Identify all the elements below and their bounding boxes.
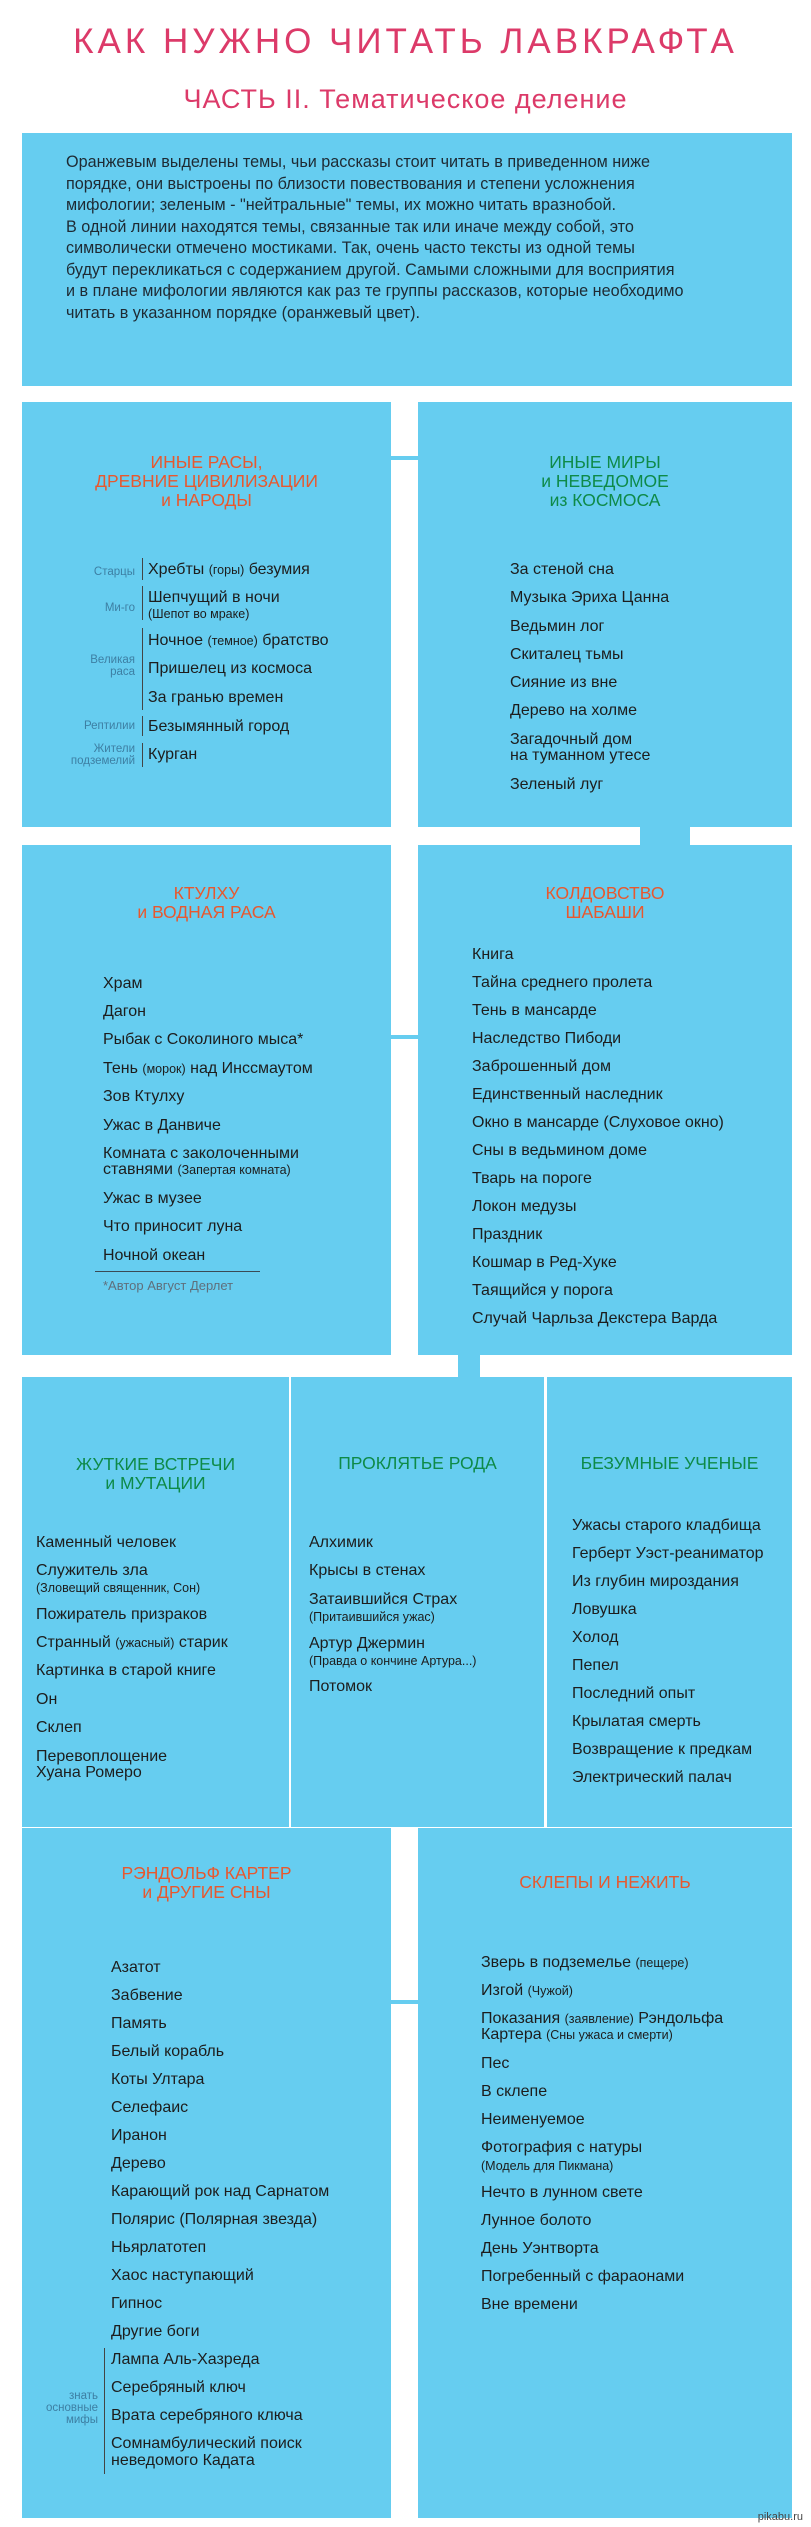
divider xyxy=(142,628,143,710)
list-item: Праздник xyxy=(472,1226,543,1243)
list-item xyxy=(36,1605,207,1624)
footnote: *Автор Август Дерлет xyxy=(103,1278,234,1293)
item-text: Перевоплощение xyxy=(36,1748,168,1765)
list-item: Тень в мансарде xyxy=(472,1002,597,1019)
item-text: Склеп xyxy=(36,1719,82,1736)
item-text: Хуана Ромеро xyxy=(36,1764,142,1781)
list-item: неведомого Кадата xyxy=(111,2452,255,2469)
item-text: ставнями xyxy=(103,1161,173,1178)
intro-line: мифологии; зеленым - "нейтральные" темы, их можно читать вразнобой. xyxy=(66,196,616,214)
divider xyxy=(142,743,143,767)
item-text: Ночной океан xyxy=(103,1247,206,1264)
list-item: Зеленый луг xyxy=(510,776,604,793)
divider xyxy=(142,586,143,620)
group-label: мифы xyxy=(65,2414,98,2426)
item-text: Что приносит луна xyxy=(103,1218,243,1235)
list-item: Книга xyxy=(472,946,514,963)
list-item xyxy=(309,1651,476,1671)
list-item: Белый корабль xyxy=(111,2043,225,2060)
item-text: Зверь в подземелье xyxy=(481,1954,632,1971)
watermark: pikabu.ru xyxy=(757,2511,803,2523)
title-line: из КОСМОСА xyxy=(549,490,661,510)
item-text: День Уэнтворта xyxy=(481,2240,599,2257)
item-text: Странный xyxy=(36,1634,111,1651)
list-item xyxy=(309,1533,373,1552)
list-item: Крылатая смерть xyxy=(572,1713,701,1730)
list-item xyxy=(103,1030,303,1049)
intro-text xyxy=(66,152,736,324)
page-title: КАК НУЖНО ЧИТАТЬ ЛАВКРАФТА xyxy=(73,22,738,61)
list-item: Тайна среднего пролета xyxy=(472,974,653,991)
title-line: и НАРОДЫ xyxy=(161,490,252,510)
list-item: Случай Чарльза Декстера Варда xyxy=(472,1310,718,1327)
item-text: Картинка в старой книге xyxy=(36,1662,216,1679)
list-item: Память xyxy=(111,2015,167,2032)
list-item: Таящийся у порога xyxy=(472,1282,613,1299)
item-note: (Правда о кончине Артура...) xyxy=(309,1654,477,1668)
list-item: Возвращение к предкам xyxy=(572,1741,753,1758)
list-item: Единственный наследник xyxy=(472,1086,663,1103)
list-item xyxy=(103,1059,313,1079)
list-item xyxy=(36,1690,57,1709)
item-text: Нечто в лунном свете xyxy=(481,2184,643,2201)
races-title xyxy=(22,453,391,510)
list-item xyxy=(481,2239,599,2258)
item-text: Ужас в музее xyxy=(103,1190,202,1207)
title-line: ПРОКЛЯТЬЕ РОДА xyxy=(338,1453,497,1473)
item-text: Ужас в Данвиче xyxy=(103,1117,221,1134)
title-line: и ДРУГИЕ СНЫ xyxy=(142,1882,271,1902)
list-item: Другие боги xyxy=(111,2323,200,2340)
list-item xyxy=(148,631,329,651)
list-item: Сны в ведьмином доме xyxy=(472,1142,648,1159)
list-item: Заброшенный дом xyxy=(472,1058,612,1075)
list-item xyxy=(103,1002,146,1021)
witchcraft-title xyxy=(418,884,792,922)
list-item xyxy=(103,1160,291,1180)
item-text: Затаившийся Страх xyxy=(309,1591,458,1608)
item-text: Лунное болото xyxy=(481,2212,592,2229)
divider xyxy=(104,2348,105,2474)
list-item xyxy=(103,1087,184,1106)
list-item: Наследство Пибоди xyxy=(472,1030,622,1047)
list-item xyxy=(36,1633,228,1653)
title-line: и МУТАЦИИ xyxy=(105,1473,206,1493)
item-text: Алхимик xyxy=(309,1534,373,1551)
intro-line: символически отмечено мостиками. Так, очень часто тексты из одной темы xyxy=(66,239,635,257)
item-text: Фотография с натуры xyxy=(481,2139,643,2156)
item-text: Неименуемое xyxy=(481,2111,585,2128)
item-text: Погребенный с фараонами xyxy=(481,2268,685,2285)
item-note: (заявление) xyxy=(564,2012,634,2026)
list-item: Кошмар в Ред-Хуке xyxy=(472,1254,617,1271)
item-text: Каменный человек xyxy=(36,1534,177,1551)
item-text: Зов Ктулху xyxy=(103,1088,185,1105)
row2-3-bridge xyxy=(458,1355,480,1377)
list-item: Сомнамбулический поиск xyxy=(111,2435,302,2452)
list-item: Коты Ултара xyxy=(111,2071,205,2088)
list-item xyxy=(148,688,283,707)
item-text: Безымянный город xyxy=(148,718,290,735)
item-note: (Зловещий священник, Сон) xyxy=(36,1581,201,1595)
list-item: Дерево xyxy=(111,2155,166,2172)
list-item xyxy=(103,1217,242,1236)
list-item xyxy=(148,560,310,580)
list-item xyxy=(36,1661,216,1680)
title-line: ДРЕВНИЕ ЦИВИЛИЗАЦИИ xyxy=(95,471,318,491)
intro-line: Оранжевым выделены темы, чьи рассказы стоит читать в приведенном ниже xyxy=(66,153,651,171)
list-item xyxy=(481,2211,591,2230)
list-item: Хаос наступающий xyxy=(111,2267,254,2284)
list-item xyxy=(309,1561,425,1580)
list-item xyxy=(481,2025,673,2045)
list-item xyxy=(36,1578,200,1598)
item-text: Шепчущий в ночи xyxy=(148,589,280,606)
carter-title xyxy=(22,1864,391,1902)
list-item xyxy=(36,1533,176,1552)
intro-line: и в плане мифологии являются как раз те группы рассказов, которые необходимо xyxy=(66,282,684,300)
row4-bridge xyxy=(391,2000,418,2004)
list-item xyxy=(309,1607,435,1627)
list-item: Последний опыт xyxy=(572,1685,696,1702)
item-text: Служитель зла xyxy=(36,1562,148,1579)
list-item xyxy=(481,2267,684,2286)
item-text: Картера xyxy=(481,2026,542,2043)
item-text: Пожиратель призраков xyxy=(36,1606,208,1623)
intro-line: читать в указанном порядке (оранжевый цвет). xyxy=(66,303,421,322)
list-item: Ведьмин лог xyxy=(510,618,605,635)
cthulhu-title xyxy=(22,884,391,922)
list-item: Герберт Уэст-реаниматор xyxy=(572,1545,764,1562)
divider xyxy=(142,716,143,736)
item-note: (темное) xyxy=(207,634,258,648)
list-item xyxy=(103,1116,221,1135)
row2-bridge xyxy=(391,1035,418,1039)
item-text: Пес xyxy=(481,2055,510,2072)
item-text: Артур Джермин xyxy=(309,1635,425,1652)
list-item xyxy=(481,2295,578,2314)
title-line: СКЛЕПЫ И НЕЖИТЬ xyxy=(519,1872,691,1892)
list-item: Ловушка xyxy=(572,1601,637,1618)
list-item: Селефаис xyxy=(111,2099,189,2116)
list-item xyxy=(36,1718,82,1737)
list-item: Музыка Эриха Цанна xyxy=(510,589,670,606)
item-text: Ночное xyxy=(148,632,204,649)
title-line: РЭНДОЛЬФ КАРТЕР xyxy=(121,1863,292,1883)
crypts-title xyxy=(418,1873,792,1892)
mutations-title xyxy=(22,1455,289,1493)
list-item xyxy=(148,745,197,764)
list-item: За стеной сна xyxy=(510,561,614,578)
item-note: (Сны ужаса и смерти) xyxy=(546,2028,673,2042)
group-label: Рептилии xyxy=(83,720,135,732)
list-item: Ужасы старого кладбища xyxy=(572,1517,761,1534)
list-item: Локон медузы xyxy=(472,1198,577,1215)
group-label: Жители xyxy=(93,743,135,755)
list-item: Пепел xyxy=(572,1657,619,1674)
group-label: основные xyxy=(45,2402,98,2414)
list-item: Скиталец тьмы xyxy=(510,646,624,663)
list-item xyxy=(148,604,249,624)
group-label: знать xyxy=(68,2390,98,2402)
list-item: Врата серебряного ключа xyxy=(111,2407,303,2424)
item-note: (морок) xyxy=(142,1062,186,1076)
scientists-title xyxy=(547,1454,792,1473)
group-label: Ми-го xyxy=(104,602,135,614)
item-note: (пещере) xyxy=(635,1956,689,1970)
list-item: Сияние из вне xyxy=(510,674,618,691)
group-label: Старцы xyxy=(93,566,135,578)
page-subtitle: ЧАСТЬ II. Тематическое деление xyxy=(183,84,628,114)
list-item: Серебряный ключ xyxy=(111,2379,246,2396)
list-item: Лампа Аль-Хазреда xyxy=(111,2351,260,2368)
list-item xyxy=(481,2054,509,2073)
list-item xyxy=(103,1189,202,1208)
list-item: Окно в мансарде (Слуховое окно) xyxy=(472,1114,724,1131)
list-item: Из глубин мироздания xyxy=(572,1573,739,1590)
list-item: Карающий рок над Сарнатом xyxy=(111,2183,330,2200)
item-note: (Притаившийся ужас) xyxy=(309,1610,435,1624)
intro-line: В одной линии находятся темы, связанные так или иначе между собой, это xyxy=(66,217,634,236)
item-text: Храм xyxy=(103,975,143,992)
footnote-divider xyxy=(95,1271,260,1272)
item-text: Вне времени xyxy=(481,2296,578,2313)
list-item xyxy=(148,717,289,736)
curse-title xyxy=(291,1454,544,1473)
row1-bridge xyxy=(391,456,418,460)
item-text: безумия xyxy=(248,561,310,578)
row1-2-bridge xyxy=(640,827,690,845)
title-line: и НЕВЕДОМОЕ xyxy=(541,471,669,491)
title-line: ШАБАШИ xyxy=(565,902,645,922)
item-text: Комната с заколоченными xyxy=(103,1145,299,1162)
item-text: Потомок xyxy=(309,1678,372,1695)
list-item xyxy=(481,2082,547,2101)
item-text: За гранью времен xyxy=(148,689,284,706)
list-item: Азатот xyxy=(111,1959,161,1976)
group-label: подземелий xyxy=(70,755,135,767)
intro-line: порядке, они выстроены по близости повествования и степени усложнения xyxy=(66,174,635,193)
item-text: Хребты xyxy=(148,561,205,578)
list-item: Гипнос xyxy=(111,2295,163,2312)
item-text: В склепе xyxy=(481,2083,548,2100)
group-label: Великая xyxy=(90,654,135,666)
item-text: старик xyxy=(178,1634,228,1651)
list-item xyxy=(36,1763,142,1782)
item-text: Пришелец из космоса xyxy=(148,660,312,677)
list-item xyxy=(103,974,142,993)
list-item xyxy=(481,1981,573,2001)
list-item: Электрический палач xyxy=(572,1769,732,1786)
title-line: БЕЗУМНЫЕ УЧЕНЫЕ xyxy=(580,1453,759,1473)
list-item: Забвение xyxy=(111,1987,183,2004)
item-note: (Чужой) xyxy=(527,1984,573,1998)
list-item xyxy=(481,2138,642,2157)
item-text: над Инссмаутом xyxy=(190,1060,313,1077)
item-text: Курган xyxy=(148,746,198,763)
item-text: Рыбак с Соколиного мыса* xyxy=(103,1031,304,1048)
item-text: братство xyxy=(262,632,329,649)
title-line: ИНЫЕ МИРЫ xyxy=(549,452,661,472)
list-item: Дерево на холме xyxy=(510,702,637,719)
group-label: раса xyxy=(110,666,135,678)
worlds-title xyxy=(418,453,792,510)
item-text: Он xyxy=(36,1691,58,1708)
intro-line: будут перекликаться с содержанием другой. Самыми сложными для восприятия xyxy=(66,260,675,279)
title-line: и ВОДНАЯ РАСА xyxy=(137,902,276,922)
item-note: (ужасный) xyxy=(115,1636,175,1650)
list-item xyxy=(481,2183,643,2202)
list-item: Тварь на пороге xyxy=(472,1170,592,1187)
item-text: Показания xyxy=(481,2010,561,2027)
list-item: Иранон xyxy=(111,2127,167,2144)
list-item xyxy=(309,1677,372,1696)
item-note: (Шепот во мраке) xyxy=(148,607,250,621)
item-note: (Модель для Пикмана) xyxy=(481,2159,614,2173)
divider xyxy=(142,558,143,580)
list-item xyxy=(103,1246,205,1265)
title-line: КТУЛХУ xyxy=(173,883,240,903)
list-item: Загадочный дом xyxy=(510,731,633,748)
list-item: Ньярлатотеп xyxy=(111,2239,207,2256)
item-text: Дагон xyxy=(103,1003,146,1020)
item-note: (Запертая комната) xyxy=(177,1163,291,1177)
item-text: Крысы в стенах xyxy=(309,1562,426,1579)
item-text: Изгой xyxy=(481,1982,524,1999)
item-note: (горы) xyxy=(208,563,245,577)
title-line: ЖУТКИЕ ВСТРЕЧИ xyxy=(75,1454,236,1474)
title-line: ИНЫЕ РАСЫ, xyxy=(150,452,263,472)
title-line: КОЛДОВСТВО xyxy=(545,883,665,903)
item-text: Рэндольфа xyxy=(638,2010,724,2027)
list-item: Полярис (Полярная звезда) xyxy=(111,2211,318,2228)
list-item: Холод xyxy=(572,1629,619,1646)
list-item: на туманном утесе xyxy=(510,747,651,764)
list-item xyxy=(148,659,312,678)
item-text: Тень xyxy=(103,1060,138,1077)
list-item xyxy=(481,2156,613,2176)
list-item xyxy=(481,2110,585,2129)
list-item xyxy=(481,1953,689,1973)
